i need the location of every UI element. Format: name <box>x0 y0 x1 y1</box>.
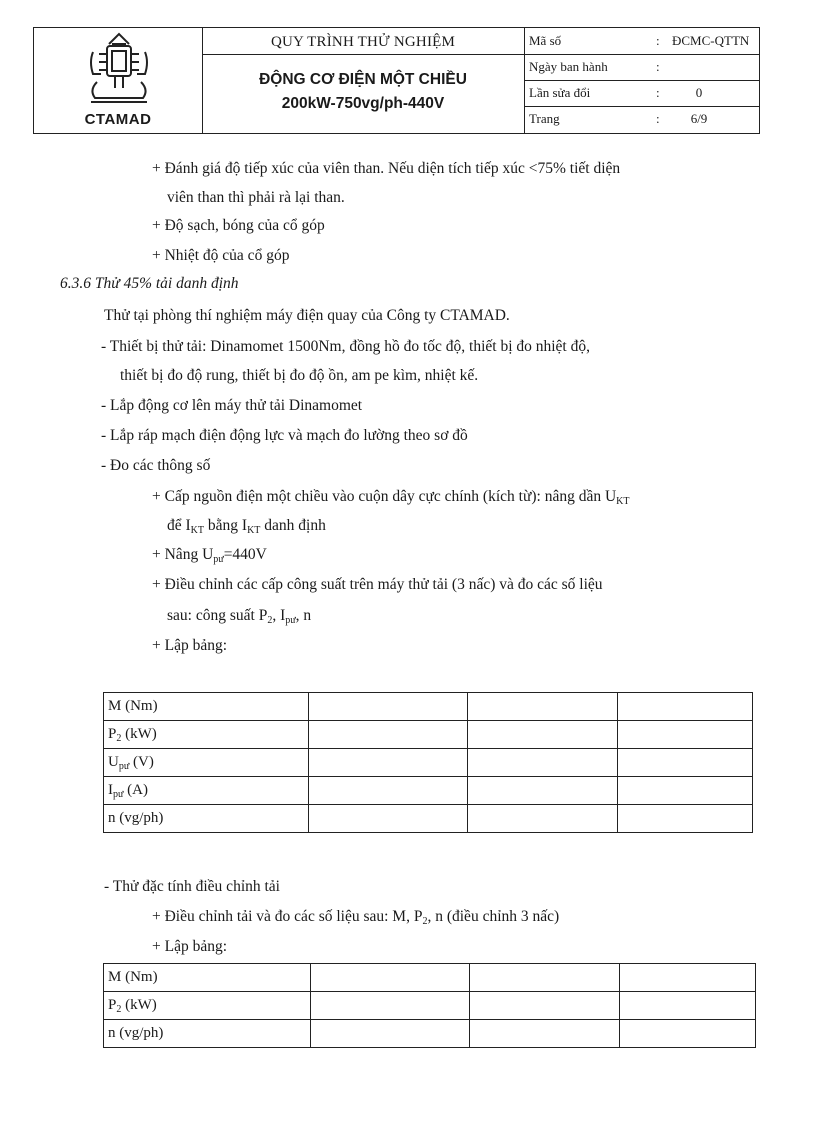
row-label <box>104 749 309 777</box>
table-cell <box>308 777 468 805</box>
table-row <box>104 749 753 777</box>
body-line <box>152 545 267 565</box>
text-run: (V) <box>129 754 154 770</box>
meta-revision-label: Lần sửa đổi <box>529 85 591 100</box>
document-title <box>202 68 524 116</box>
table-row <box>104 992 756 1020</box>
document-title-line-1: ĐỘNG CƠ ĐIỆN MỘT CHIỀU <box>259 71 467 88</box>
meta-revision-row <box>524 80 759 107</box>
text-run: + Điều chỉnh tải và đo các số liệu sau: M, P <box>152 908 423 925</box>
table-cell <box>618 721 753 749</box>
body-line: + Lập bảng: <box>152 938 228 955</box>
row-label <box>104 721 309 749</box>
meta-page-row <box>524 106 759 132</box>
subscript: KT <box>616 496 630 507</box>
text-run: + Cấp nguồn điện một chiều vào cuộn dây cực chính (kích từ): nâng dần U <box>152 488 617 505</box>
meta-colon: : <box>656 111 660 126</box>
table-cell <box>308 805 468 833</box>
table-cell <box>308 749 468 777</box>
text-run: U <box>108 754 119 770</box>
body-line <box>152 907 559 927</box>
table-row <box>104 777 753 805</box>
body-line: + Điều chỉnh các cấp công suất trên máy thử tải (3 nấc) và đo các số liệu <box>152 576 603 593</box>
meta-code-value: ĐCMC-QTTN <box>672 33 750 48</box>
meta-page-label: Trang <box>529 111 560 126</box>
table-cell <box>618 777 753 805</box>
table-row <box>104 721 753 749</box>
row-label: n (vg/ph) <box>104 805 309 833</box>
meta-issue-label: Ngày ban hành <box>529 59 608 74</box>
body-line: viên than thì phải rà lại than. <box>167 189 345 206</box>
body-line: + Đánh giá độ tiếp xúc của viên than. Nếu diện tích tiếp xúc <75% tiết diện <box>152 160 621 177</box>
text-run: + Nâng U <box>152 546 214 563</box>
table-cell <box>468 749 618 777</box>
text-run: để I <box>167 517 191 534</box>
table-cell <box>620 1020 756 1048</box>
body-line: - Lắp ráp mạch điện động lực và mạch đo lường theo sơ đồ <box>101 427 468 444</box>
table-cell <box>618 693 753 721</box>
text-run: P <box>108 726 117 742</box>
subscript: 2 <box>116 1004 122 1015</box>
text-run: (kW) <box>121 997 157 1013</box>
table-cell <box>618 749 753 777</box>
subscript: KT <box>247 525 261 536</box>
logo-cell <box>34 28 203 133</box>
body-line: thiết bị đo độ rung, thiết bị đo độ ồn, am pe kìm, nhiệt kế. <box>120 367 479 384</box>
procedure-type: QUY TRÌNH THỬ NGHIỆM <box>202 28 524 55</box>
meta-issue-row <box>524 54 759 81</box>
subscript: pư <box>213 554 224 565</box>
table-row <box>104 805 753 833</box>
table-row <box>104 1020 756 1048</box>
meta-code-label: Mã số <box>529 33 562 48</box>
document-header <box>33 27 760 134</box>
text-run: , I <box>272 607 286 624</box>
text-run: , n <box>295 607 312 624</box>
text-run: sau: công suất P <box>167 607 268 624</box>
text-run: , n (điều chỉnh 3 nấc) <box>427 908 560 925</box>
table-cell <box>620 964 756 992</box>
table-cell <box>308 721 468 749</box>
body-line: + Độ sạch, bóng của cổ góp <box>152 217 325 234</box>
table-cell <box>308 693 468 721</box>
table-cell <box>470 1020 620 1048</box>
table-cell <box>468 805 618 833</box>
table-cell <box>310 992 470 1020</box>
subscript: 2 <box>422 916 428 927</box>
table-cell <box>310 1020 470 1048</box>
meta-colon: : <box>656 85 660 100</box>
meta-colon: : <box>656 59 660 74</box>
body-line: + Lập bảng: <box>152 637 228 654</box>
row-label: n (vg/ph) <box>104 1020 311 1048</box>
title-cell <box>202 28 525 133</box>
body-line <box>152 487 630 507</box>
body-line <box>167 606 311 626</box>
meta-revision-value: 0 <box>695 85 703 100</box>
body-line: - Đo các thông số <box>101 457 211 474</box>
document-title-line-2: 200kW-750vg/ph-440V <box>281 95 445 112</box>
table-row <box>104 964 756 992</box>
measurement-table-1 <box>103 692 753 833</box>
text-run: bằng I <box>204 517 248 534</box>
body-line: - Thiết bị thử tải: Dinamomet 1500Nm, đồng hồ đo tốc độ, thiết bị đo nhiệt độ, <box>101 338 590 355</box>
text-run: I <box>108 782 113 798</box>
table-cell <box>468 777 618 805</box>
table-cell <box>620 992 756 1020</box>
subscript: pư <box>118 761 130 772</box>
table-cell <box>468 693 618 721</box>
meta-colon: : <box>656 33 660 48</box>
table-cell <box>470 964 620 992</box>
meta-page-value: 6/9 <box>690 111 708 126</box>
subscript: 2 <box>116 733 122 744</box>
subscript: pư <box>113 789 124 800</box>
body-line: Thử tại phòng thí nghiệm máy điện quay của Công ty CTAMAD. <box>104 307 510 324</box>
subscript: pư <box>285 615 296 626</box>
body-line: + Nhiệt độ của cổ góp <box>152 247 290 264</box>
row-label <box>104 992 311 1020</box>
text-run: P <box>108 997 117 1013</box>
row-label: M (Nm) <box>104 964 311 992</box>
text-run: (kW) <box>121 726 157 742</box>
table-cell <box>470 992 620 1020</box>
row-label: M (Nm) <box>104 693 309 721</box>
meta-code-row <box>524 28 759 55</box>
body-line: - Thử đặc tính điều chỉnh tải <box>104 878 280 895</box>
company-name: CTAMAD <box>84 111 152 128</box>
body-line <box>167 516 326 536</box>
section-heading: 6.3.6 Thử 45% tải danh định <box>60 275 239 292</box>
table-cell <box>310 964 470 992</box>
text-run: =440V <box>223 546 267 563</box>
meta-cell <box>524 28 759 133</box>
text-run: (A) <box>123 782 148 798</box>
body-line: - Lắp động cơ lên máy thử tải Dinamomet <box>101 397 363 414</box>
table-cell <box>468 721 618 749</box>
table-cell <box>618 805 753 833</box>
subscript: KT <box>190 525 205 536</box>
subscript: 2 <box>267 615 273 626</box>
measurement-table-2 <box>103 963 756 1048</box>
company-logo-icon <box>79 32 159 108</box>
row-label <box>104 777 309 805</box>
table-row <box>104 693 753 721</box>
text-run: danh định <box>260 517 326 534</box>
